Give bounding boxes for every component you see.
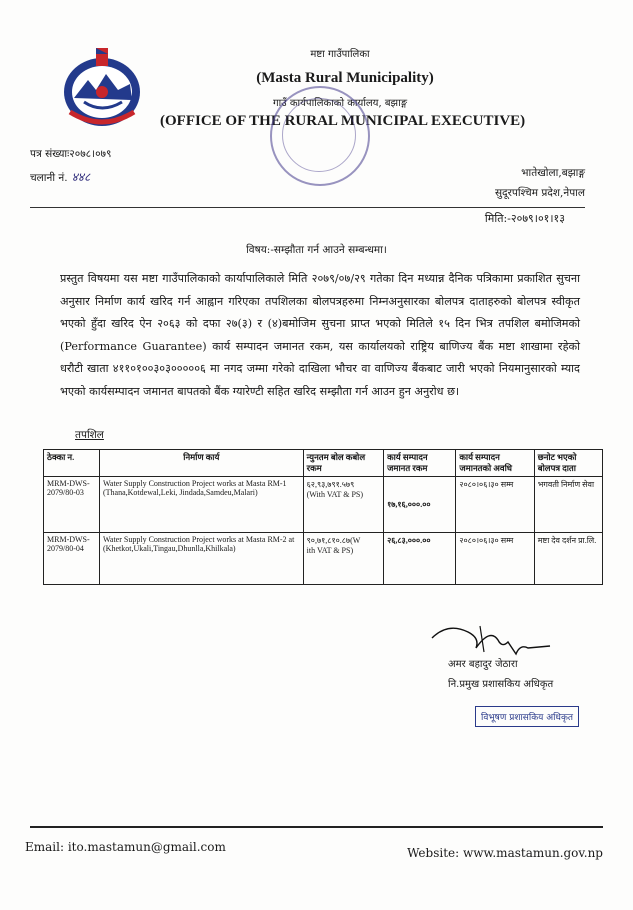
address-line-2: सुदूरपश्चिम प्रदेश,नेपाल (494, 187, 585, 199)
signatory-name: अमर बहादुर जेठारा (448, 659, 518, 670)
designation-stamp: विभूषण प्रशासकिय अधिकृत (475, 706, 579, 727)
patra-value: २०७८।०७९ (69, 148, 112, 160)
cell-bid-note: ith VAT & PS) (306, 546, 354, 555)
cell-bid-amount: ९०,७१,८१०.८७(W (306, 536, 361, 545)
cell-work: Water Supply Construction Project works at Masta RM-1 (Thana,Kotdewal,Leki, Jindada,Samdeu,Malari) (100, 477, 304, 533)
signatory-title: नि.प्रमुख प्रशासकिय अधिकृत (448, 679, 554, 690)
header-divider (30, 207, 585, 208)
table-row (44, 533, 603, 585)
patra-label: पत्र संख्याः (30, 148, 70, 160)
patra-sankhya (30, 147, 111, 161)
cell-period: २०८०।०६।३० सम्म (456, 477, 534, 533)
contract-table (43, 449, 603, 585)
office-name-en: (OFFICE OF THE RURAL MUNICIPAL EXECUTIVE) (160, 113, 526, 129)
cell-guarantee: २६,८३,०००.०० (384, 533, 456, 585)
col-header-contract: ठेक्का न. (44, 450, 100, 477)
cell-bid-amount: ६२,९३,७९१.५७९ (306, 480, 355, 489)
cell-contract: MRM-DWS-2079/80-03 (44, 477, 100, 533)
tapsil-heading: तपशिल (75, 429, 104, 441)
chalani-number (30, 168, 90, 185)
cell-bid (303, 533, 383, 585)
cell-bidder: मष्टा देव दर्शन प्रा.लि. (534, 533, 602, 585)
col-header-period: कार्य सम्पादन जमानतको अवधि (456, 450, 534, 477)
letter-date: मिति:-२०७९।०१।१३ (484, 212, 565, 225)
cell-guarantee: १७,१६,०००.०० (384, 477, 456, 533)
col-header-guarantee: कार्य सम्पादन जमानत रकम (384, 450, 456, 477)
col-header-bidder: छनोट भएको बोलपत्र दाता (534, 450, 602, 477)
address-line-1: भातेखोला,बझाङ्ग (521, 167, 585, 179)
table-header-row (44, 450, 603, 477)
municipality-name-en: (Masta Rural Municipality) (256, 70, 434, 86)
municipality-name-np: मष्टा गाउँपालिका (310, 49, 370, 60)
col-header-bid: न्युनतम बोल कबोल रकम (303, 450, 383, 477)
letter-body: प्रस्तुत विषयमा यस मष्टा गाउँपालिकाको कार्यापालिकाले मिति २०७९/०७/२९ गतेका दिन मध्यान्न दैनिक पत्रिकामा प्रकाशित सुचना अनुसार निर्माण कार्य खरिद गर्न आह्वान गरिएका तपशिलका बोलपत्रहरुमा निम्नअनुसारका बोलपत्र दाताहरुको बोलपत्र स्वीकृत भएको हुँदा खरिद ऐन २०६३ को दफा २७(३) र (४)बमोजिम सुचना प्राप्त भएको मितिले १५ दिन भित्र तपशिल बमोजिमको (Performance Guarantee) कार्य सम्पादन जमानत रकम, यस कार्यालयको राष्ट्रिय बाणिज्य बैंक मष्टा शाखामा रहेको धरौटी खाता ४११०१००३०३०००००६ मा नगद जम्मा गरेको दाखिला भौचर वा वाणिज्य बैंकबाट जारी भएको नियमानुसारको म्याद भएको कार्यसम्पादन जमानत बापतको बैंक ग्यारेण्टी सहित खरिद सम्झौता गर्न आउन हुन अनुरोध छ। (60, 272, 580, 398)
chalani-label: चलानी नं. (30, 172, 68, 184)
col-header-work: निर्माण कार्य (100, 450, 304, 477)
office-name-np: गाउँ कार्यपालिकाको कार्यालय, बझाङ्ग (272, 98, 408, 109)
handwritten-signature (428, 618, 554, 658)
footer-email: Email: ito.mastamun@gmail.com (25, 840, 226, 854)
cell-bid (303, 477, 383, 533)
nepal-emblem-logo (52, 40, 152, 132)
table-row (44, 477, 603, 533)
cell-work: Water Supply Construction Project works at Masta RM-2 at (Khetkot,Ukali,Tingau,Dhunlla,Khilkala) (100, 533, 304, 585)
letter-subject: विषय:-सम्झौता गर्न आउने सम्बन्धमा। (246, 244, 387, 256)
footer-divider (30, 826, 603, 828)
office-round-stamp-inner (282, 98, 356, 172)
footer-website: Website: www.mastamun.gov.np (407, 846, 603, 860)
cell-bidder: भगवती निर्माण सेवा (534, 477, 602, 533)
cell-period: २०८०।०६।३० सम्म (456, 533, 534, 585)
chalani-value: ४४८ (71, 170, 91, 184)
cell-contract: MRM-DWS-2079/80-04 (44, 533, 100, 585)
cell-bid-note: (With VAT & PS) (306, 490, 363, 499)
